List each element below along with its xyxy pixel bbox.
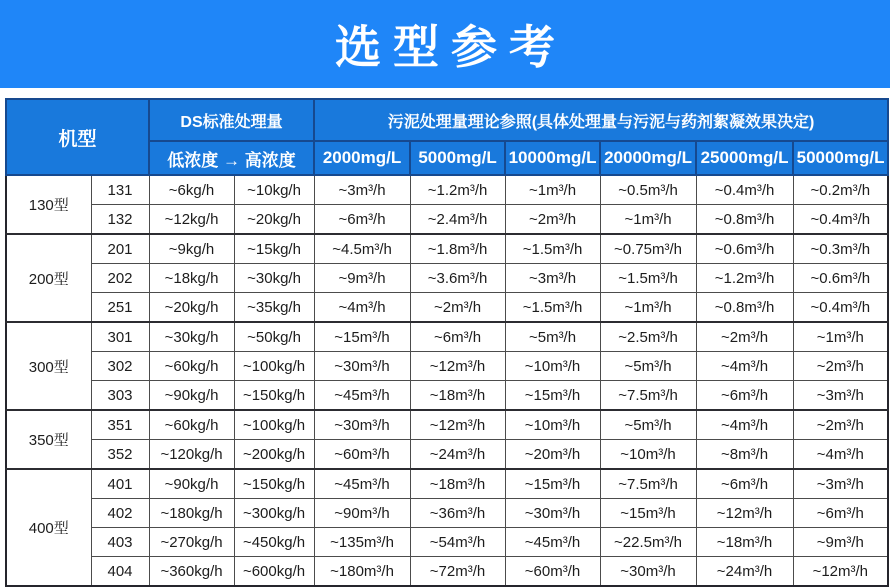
throughput-cell: ~135m³/h [314, 528, 410, 557]
throughput-cell: ~9m³/h [793, 528, 888, 557]
throughput-cell: ~180m³/h [314, 557, 410, 587]
throughput-cell: ~12m³/h [410, 352, 505, 381]
throughput-cell: ~18m³/h [410, 469, 505, 499]
throughput-cell: ~0.6m³/h [696, 234, 793, 264]
model-group-cell: 300型 [6, 322, 91, 410]
throughput-cell: ~10m³/h [505, 352, 600, 381]
throughput-cell: ~24m³/h [696, 557, 793, 587]
throughput-cell: ~1.2m³/h [410, 175, 505, 205]
concentration-header-50000: 50000mg/L [793, 141, 888, 175]
throughput-cell: ~30m³/h [314, 410, 410, 440]
low-concentration-capacity-cell: ~180kg/h [149, 499, 234, 528]
low-concentration-capacity-cell: ~270kg/h [149, 528, 234, 557]
throughput-cell: ~8m³/h [696, 440, 793, 470]
throughput-cell: ~0.5m³/h [600, 175, 696, 205]
concentration-header-5000: 5000mg/L [410, 141, 505, 175]
throughput-cell: ~1.5m³/h [600, 264, 696, 293]
table-row [6, 352, 888, 381]
throughput-cell: ~0.8m³/h [696, 293, 793, 323]
high-concentration-capacity-cell: ~150kg/h [234, 381, 314, 411]
low-concentration-capacity-cell: ~30kg/h [149, 322, 234, 352]
throughput-cell: ~15m³/h [505, 381, 600, 411]
model-number-cell: 302 [91, 352, 149, 381]
sludge-reference-header: 污泥处理量理论参照(具体处理量与污泥与药剂絮凝效果决定) [314, 99, 888, 141]
throughput-cell: ~1m³/h [600, 293, 696, 323]
model-group-cell: 130型 [6, 175, 91, 234]
throughput-cell: ~20m³/h [505, 440, 600, 470]
table-row [6, 234, 888, 264]
throughput-cell: ~4m³/h [314, 293, 410, 323]
throughput-cell: ~2m³/h [793, 410, 888, 440]
high-concentration-capacity-cell: ~200kg/h [234, 440, 314, 470]
throughput-cell: ~1.5m³/h [505, 234, 600, 264]
low-concentration-capacity-cell: ~9kg/h [149, 234, 234, 264]
high-concentration-capacity-cell: ~20kg/h [234, 205, 314, 235]
selection-reference-table [5, 98, 889, 587]
throughput-cell: ~24m³/h [410, 440, 505, 470]
low-concentration-capacity-cell: ~90kg/h [149, 469, 234, 499]
low-concentration-capacity-cell: ~60kg/h [149, 410, 234, 440]
table-row [6, 528, 888, 557]
high-concentration-capacity-cell: ~450kg/h [234, 528, 314, 557]
high-concentration-capacity-cell: ~600kg/h [234, 557, 314, 587]
throughput-cell: ~54m³/h [410, 528, 505, 557]
table-row [6, 557, 888, 587]
throughput-cell: ~0.3m³/h [793, 234, 888, 264]
model-number-cell: 201 [91, 234, 149, 264]
table-row [6, 293, 888, 323]
throughput-cell: ~4m³/h [696, 352, 793, 381]
model-number-cell: 351 [91, 410, 149, 440]
low-concentration-capacity-cell: ~12kg/h [149, 205, 234, 235]
concentration-header-2000: 2000mg/L [314, 141, 410, 175]
throughput-cell: ~6m³/h [696, 469, 793, 499]
throughput-cell: ~72m³/h [410, 557, 505, 587]
table-row [6, 469, 888, 499]
title-banner [0, 0, 890, 88]
throughput-cell: ~36m³/h [410, 499, 505, 528]
throughput-cell: ~90m³/h [314, 499, 410, 528]
low-concentration-capacity-cell: ~20kg/h [149, 293, 234, 323]
high-concentration-capacity-cell: ~100kg/h [234, 410, 314, 440]
throughput-cell: ~18m³/h [696, 528, 793, 557]
model-number-cell: 131 [91, 175, 149, 205]
throughput-cell: ~4m³/h [696, 410, 793, 440]
table-row [6, 322, 888, 352]
throughput-cell: ~30m³/h [505, 499, 600, 528]
model-number-cell: 404 [91, 557, 149, 587]
page-title: 选型参考 [335, 21, 567, 73]
model-group-cell: 400型 [6, 469, 91, 586]
throughput-cell: ~30m³/h [314, 352, 410, 381]
throughput-cell: ~2.5m³/h [600, 322, 696, 352]
throughput-cell: ~4m³/h [793, 440, 888, 470]
table-row [6, 440, 888, 470]
model-number-cell: 202 [91, 264, 149, 293]
throughput-cell: ~0.4m³/h [696, 175, 793, 205]
throughput-cell: ~3m³/h [793, 469, 888, 499]
throughput-cell: ~10m³/h [505, 410, 600, 440]
table-row [6, 175, 888, 205]
throughput-cell: ~60m³/h [505, 557, 600, 587]
throughput-cell: ~1m³/h [600, 205, 696, 235]
throughput-cell: ~1.2m³/h [696, 264, 793, 293]
throughput-cell: ~12m³/h [410, 410, 505, 440]
throughput-cell: ~4.5m³/h [314, 234, 410, 264]
throughput-cell: ~12m³/h [696, 499, 793, 528]
throughput-cell: ~5m³/h [505, 322, 600, 352]
model-group-cell: 350型 [6, 410, 91, 469]
concentration-range-header: 低浓度 → 高浓度 [149, 141, 314, 175]
table-header [6, 99, 888, 175]
throughput-cell: ~1.8m³/h [410, 234, 505, 264]
high-concentration-capacity-cell: ~10kg/h [234, 175, 314, 205]
throughput-cell: ~15m³/h [314, 322, 410, 352]
throughput-cell: ~1.5m³/h [505, 293, 600, 323]
throughput-cell: ~6m³/h [793, 499, 888, 528]
throughput-cell: ~3m³/h [793, 381, 888, 411]
high-concentration-capacity-cell: ~150kg/h [234, 469, 314, 499]
low-concentration-capacity-cell: ~360kg/h [149, 557, 234, 587]
throughput-cell: ~6m³/h [696, 381, 793, 411]
throughput-cell: ~7.5m³/h [600, 469, 696, 499]
throughput-cell: ~45m³/h [314, 381, 410, 411]
high-concentration-capacity-cell: ~35kg/h [234, 293, 314, 323]
model-number-cell: 403 [91, 528, 149, 557]
throughput-cell: ~0.8m³/h [696, 205, 793, 235]
throughput-cell: ~10m³/h [600, 440, 696, 470]
concentration-header-10000: 10000mg/L [505, 141, 600, 175]
throughput-cell: ~45m³/h [505, 528, 600, 557]
throughput-cell: ~0.2m³/h [793, 175, 888, 205]
throughput-cell: ~3m³/h [314, 175, 410, 205]
throughput-cell: ~3m³/h [505, 264, 600, 293]
table-row [6, 499, 888, 528]
throughput-cell: ~2m³/h [505, 205, 600, 235]
throughput-cell: ~3.6m³/h [410, 264, 505, 293]
throughput-cell: ~0.4m³/h [793, 205, 888, 235]
throughput-cell: ~2.4m³/h [410, 205, 505, 235]
ds-capacity-header: DS标准处理量 [149, 99, 314, 141]
model-number-cell: 352 [91, 440, 149, 470]
model-number-cell: 301 [91, 322, 149, 352]
throughput-cell: ~45m³/h [314, 469, 410, 499]
throughput-cell: ~60m³/h [314, 440, 410, 470]
throughput-cell: ~30m³/h [600, 557, 696, 587]
concentration-header-20000: 20000mg/L [600, 141, 696, 175]
table-row [6, 410, 888, 440]
low-concentration-capacity-cell: ~6kg/h [149, 175, 234, 205]
throughput-cell: ~0.75m³/h [600, 234, 696, 264]
throughput-cell: ~7.5m³/h [600, 381, 696, 411]
high-concentration-capacity-cell: ~50kg/h [234, 322, 314, 352]
high-concentration-capacity-cell: ~15kg/h [234, 234, 314, 264]
high-concentration-capacity-cell: ~100kg/h [234, 352, 314, 381]
throughput-cell: ~2m³/h [793, 352, 888, 381]
table-row [6, 205, 888, 235]
model-number-cell: 251 [91, 293, 149, 323]
model-number-cell: 402 [91, 499, 149, 528]
model-group-cell: 200型 [6, 234, 91, 322]
table-row [6, 264, 888, 293]
throughput-cell: ~5m³/h [600, 410, 696, 440]
throughput-cell: ~5m³/h [600, 352, 696, 381]
throughput-cell: ~15m³/h [505, 469, 600, 499]
throughput-cell: ~6m³/h [410, 322, 505, 352]
table-body [6, 175, 888, 586]
low-concentration-capacity-cell: ~90kg/h [149, 381, 234, 411]
throughput-cell: ~6m³/h [314, 205, 410, 235]
throughput-cell: ~1m³/h [793, 322, 888, 352]
model-number-cell: 401 [91, 469, 149, 499]
high-concentration-capacity-cell: ~300kg/h [234, 499, 314, 528]
throughput-cell: ~22.5m³/h [600, 528, 696, 557]
model-number-cell: 132 [91, 205, 149, 235]
throughput-cell: ~15m³/h [600, 499, 696, 528]
high-concentration-capacity-cell: ~30kg/h [234, 264, 314, 293]
throughput-cell: ~1m³/h [505, 175, 600, 205]
throughput-cell: ~0.6m³/h [793, 264, 888, 293]
throughput-cell: ~18m³/h [410, 381, 505, 411]
concentration-header-25000: 25000mg/L [696, 141, 793, 175]
model-number-cell: 303 [91, 381, 149, 411]
throughput-cell: ~0.4m³/h [793, 293, 888, 323]
low-concentration-capacity-cell: ~18kg/h [149, 264, 234, 293]
header-row-1 [6, 99, 888, 141]
throughput-cell: ~2m³/h [696, 322, 793, 352]
low-concentration-capacity-cell: ~120kg/h [149, 440, 234, 470]
throughput-cell: ~12m³/h [793, 557, 888, 587]
model-column-header: 机型 [6, 99, 149, 175]
table-row [6, 381, 888, 411]
throughput-cell: ~2m³/h [410, 293, 505, 323]
low-concentration-capacity-cell: ~60kg/h [149, 352, 234, 381]
throughput-cell: ~9m³/h [314, 264, 410, 293]
